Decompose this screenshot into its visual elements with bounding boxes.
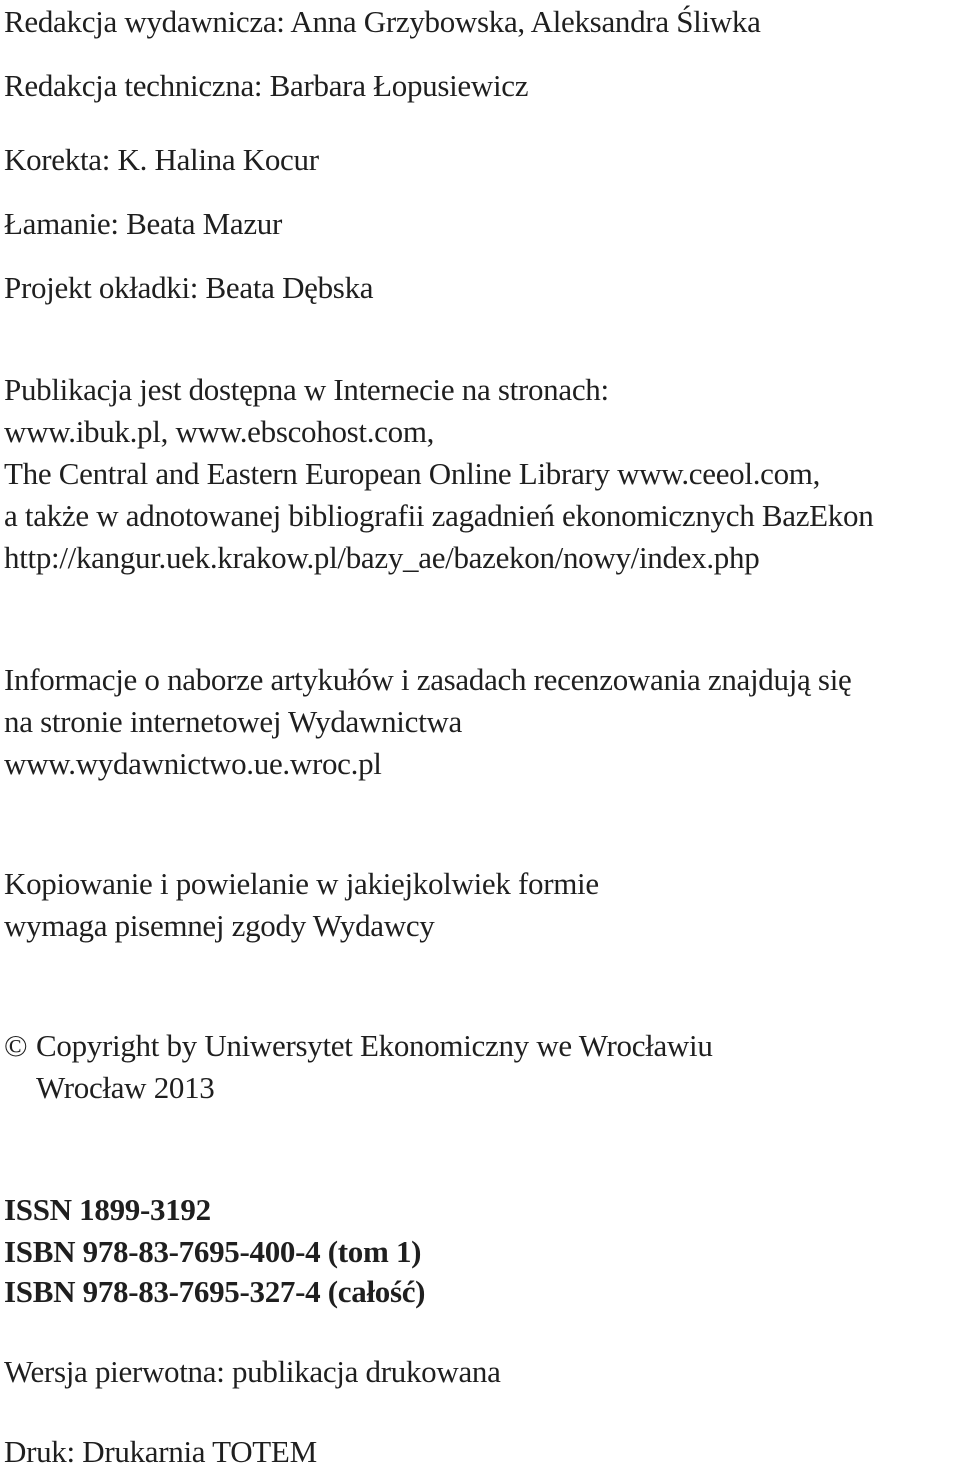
availability-bazekon-url: http://kangur.uek.krakow.pl/bazy_ae/bazekon/nowy/index.php xyxy=(4,540,760,575)
copyright-year: Wrocław 2013 xyxy=(36,1070,215,1105)
copyright-line xyxy=(4,1026,713,1066)
availability-intro: Publikacja jest dostępna w Internecie na stronach: xyxy=(4,372,609,407)
original-version: Wersja pierwotna: publikacja drukowana xyxy=(4,1354,501,1389)
isbn-volume: ISBN 978-83-7695-400-4 (tom 1) xyxy=(4,1234,422,1269)
availability-sites: www.ibuk.pl, www.ebscohost.com, xyxy=(4,414,435,449)
submissions-website: na stronie internetowej Wydawnictwa xyxy=(4,704,462,739)
isbn-whole: ISBN 978-83-7695-327-4 (całość) xyxy=(4,1274,426,1309)
copying-notice: Kopiowanie i powielanie w jakiejkolwiek formie xyxy=(4,866,599,901)
submissions-info: Informacje o naborze artykułów i zasadach recenzowania znajdują się xyxy=(4,662,852,697)
proofreading: Korekta: K. Halina Kocur xyxy=(4,142,319,177)
technical-editor: Redakcja techniczna: Barbara Łopusiewicz xyxy=(4,68,529,103)
availability-bazekon: a także w adnotowanej bibliografii zagadnień ekonomicznych BazEkon xyxy=(4,498,874,533)
editorial-editors: Redakcja wydawnicza: Anna Grzybowska, Aleksandra Śliwka xyxy=(4,4,761,39)
typesetting: Łamanie: Beata Mazur xyxy=(4,206,283,241)
publisher-url: www.wydawnictwo.ue.wroc.pl xyxy=(4,746,382,781)
copying-permission: wymaga pisemnej zgody Wydawcy xyxy=(4,908,435,943)
issn: ISSN 1899-3192 xyxy=(4,1192,211,1227)
availability-ceeol: The Central and Eastern European Online Library www.ceeol.com, xyxy=(4,456,821,491)
printer: Druk: Drukarnia TOTEM xyxy=(4,1434,317,1469)
copyright-icon: © xyxy=(4,1028,28,1063)
cover-design: Projekt okładki: Beata Dębska xyxy=(4,270,374,305)
copyright-holder: Copyright by Uniwersytet Ekonomiczny we Wrocławiu xyxy=(36,1028,713,1063)
